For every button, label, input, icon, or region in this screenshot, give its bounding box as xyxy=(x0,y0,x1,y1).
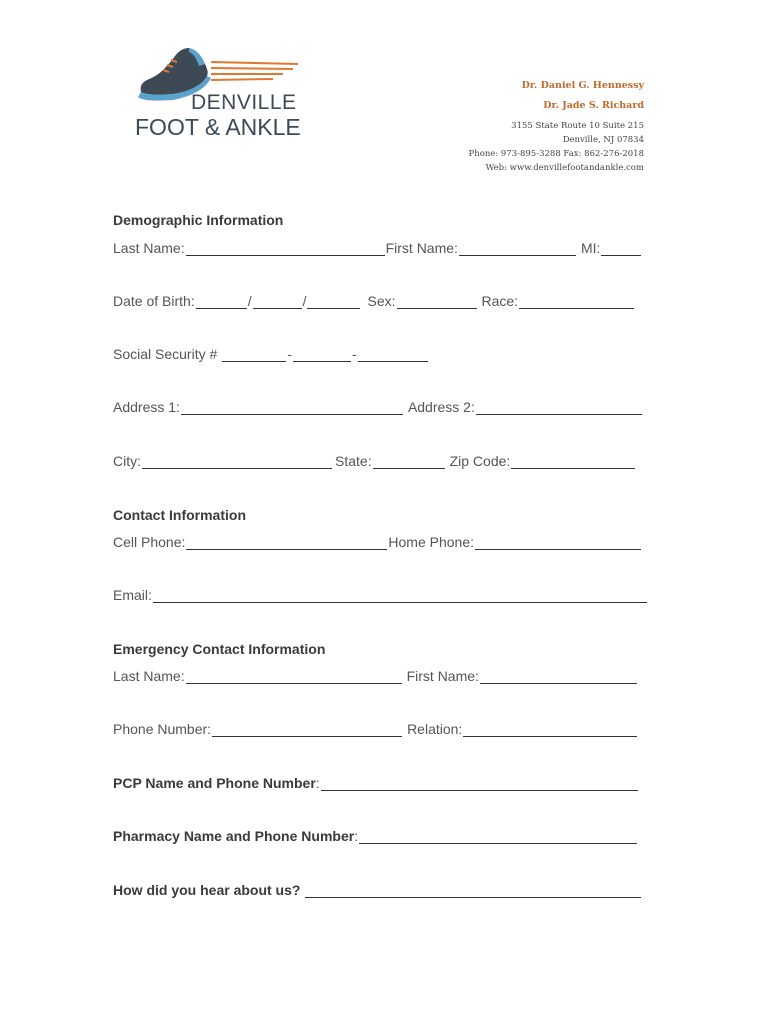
dob-row xyxy=(113,293,635,309)
emergency-last-name-label: Last Name: xyxy=(113,668,185,684)
emergency-section-title: Emergency Contact Information xyxy=(113,641,326,657)
city-field[interactable] xyxy=(142,454,332,469)
website-line: Web: www.denvillefootandankle.com xyxy=(485,163,644,173)
mi-label: MI: xyxy=(580,240,601,256)
first-name-field[interactable] xyxy=(459,241,576,256)
state-field[interactable] xyxy=(373,454,445,469)
address2-field[interactable] xyxy=(476,400,642,415)
ssn-separator-1: - xyxy=(287,346,292,362)
last-name-field[interactable] xyxy=(186,241,385,256)
dob-separator-1: / xyxy=(247,293,252,309)
emergency-phone-label: Phone Number: xyxy=(113,721,212,737)
cell-phone-field[interactable] xyxy=(186,535,387,550)
mi-field[interactable] xyxy=(601,241,641,256)
name-row xyxy=(113,240,642,256)
referral-label: How did you hear about us? xyxy=(113,882,301,898)
first-name-label: First Name: xyxy=(385,240,458,256)
address1-label: Address 1: xyxy=(113,399,180,415)
race-field[interactable] xyxy=(519,294,634,309)
ssn-label: Social Security # xyxy=(113,346,218,362)
practice-logo xyxy=(133,42,323,142)
sex-label: Sex: xyxy=(367,293,396,309)
ssn-row xyxy=(113,346,429,362)
relation-label: Relation: xyxy=(407,721,463,737)
ssn-part1-field[interactable] xyxy=(222,347,286,362)
emergency-last-name-field[interactable] xyxy=(186,669,402,684)
emergency-name-row xyxy=(113,668,638,684)
contact-section-title: Contact Information xyxy=(113,507,246,523)
dob-label: Date of Birth: xyxy=(113,293,195,309)
doctor-name-1: Dr. Daniel G. Hennessy xyxy=(521,80,644,91)
pcp-field[interactable] xyxy=(321,776,638,791)
address2-label: Address 2: xyxy=(407,399,475,415)
email-row xyxy=(113,587,648,603)
pharmacy-row xyxy=(113,828,638,844)
demographic-section-title: Demographic Information xyxy=(113,212,284,228)
city-label: City: xyxy=(113,453,141,469)
pcp-colon: : xyxy=(315,775,320,791)
dob-day-field[interactable] xyxy=(253,294,302,309)
email-label: Email: xyxy=(113,587,152,603)
emergency-first-name-field[interactable] xyxy=(480,669,637,684)
dob-year-field[interactable] xyxy=(307,294,360,309)
dob-month-field[interactable] xyxy=(196,294,247,309)
email-field[interactable] xyxy=(153,588,647,603)
dob-separator-2: / xyxy=(302,293,307,309)
address1-field[interactable] xyxy=(181,400,403,415)
sex-field[interactable] xyxy=(397,294,477,309)
home-phone-field[interactable] xyxy=(475,535,641,550)
emergency-phone-field[interactable] xyxy=(212,722,402,737)
pharmacy-label: Pharmacy Name and Phone Number xyxy=(113,828,355,844)
pharmacy-field[interactable] xyxy=(359,829,637,844)
race-label: Race: xyxy=(481,293,519,309)
emergency-phone-row xyxy=(113,721,638,737)
emergency-first-name-label: First Name: xyxy=(406,668,479,684)
ssn-separator-2: - xyxy=(351,346,357,362)
pharmacy-colon: : xyxy=(354,828,359,844)
home-phone-label: Home Phone: xyxy=(388,534,474,550)
address-line-2: Denville, NJ 07834 xyxy=(562,135,644,145)
practice-contact-block xyxy=(469,76,644,175)
state-label: State: xyxy=(335,453,372,469)
zip-field[interactable] xyxy=(511,454,635,469)
address-row xyxy=(113,399,643,415)
logo-text-foot-ankle: FOOT & ANKLE xyxy=(135,114,301,140)
referral-row xyxy=(113,882,642,898)
cell-phone-label: Cell Phone: xyxy=(113,534,186,550)
referral-field[interactable] xyxy=(305,883,641,898)
last-name-label: Last Name: xyxy=(113,240,185,256)
address-line-1: 3155 State Route 10 Suite 215 xyxy=(511,121,644,131)
doctor-name-2: Dr. Jade S. Richard xyxy=(543,100,644,111)
pcp-label: PCP Name and Phone Number xyxy=(113,775,316,791)
phone-fax-line: Phone: 973-895-3288 Fax: 862-276-2018 xyxy=(468,149,644,159)
phone-row xyxy=(113,534,642,550)
ssn-part2-field[interactable] xyxy=(293,347,351,362)
pcp-row xyxy=(113,775,639,791)
zip-label: Zip Code: xyxy=(449,453,511,469)
relation-field[interactable] xyxy=(463,722,637,737)
logo-text-denville: DENVILLE xyxy=(191,91,297,114)
ssn-part3-field[interactable] xyxy=(358,347,428,362)
city-row xyxy=(113,453,636,469)
